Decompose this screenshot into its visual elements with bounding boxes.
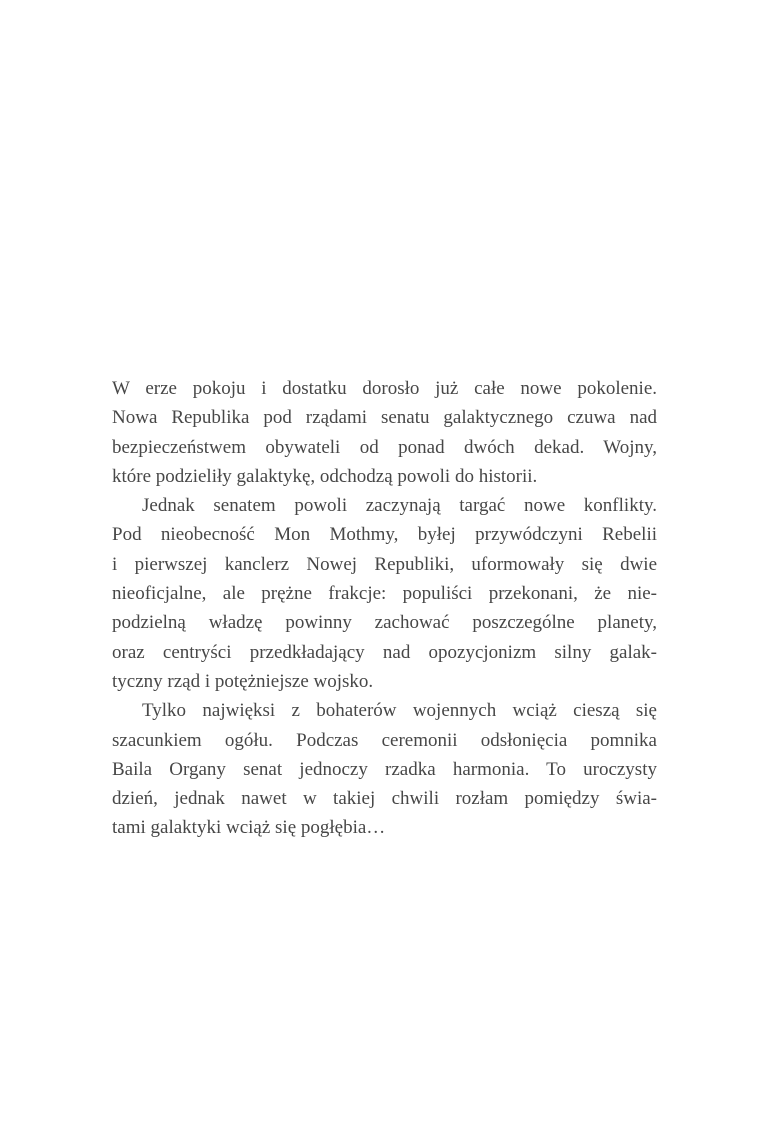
text-line: które podzieliły galaktykę, odchodzą powoli do historii. xyxy=(112,465,538,487)
text-line: Nowa Republika pod rządami senatu galaktycznego czuwa nad xyxy=(112,407,657,429)
text-line: nieoficjalne, ale prężne frakcje: populiści przekonani, że nie- xyxy=(112,583,657,605)
text-line: i pierwszej kanclerz Nowej Republiki, uformowały się dwie xyxy=(112,553,657,575)
text-line: W erze pokoju i dostatku dorosło już całe nowe pokolenie. xyxy=(112,378,657,399)
text-line: Jednak senatem powoli zaczynają targać nowe konflikty. xyxy=(142,495,657,517)
text-line: Pod nieobecność Mon Mothmy, byłej przywódczyni Rebelii xyxy=(112,524,657,546)
text-line: dzień, jednak nawet w takiej chwili rozłam pomiędzy świa- xyxy=(112,788,657,810)
text-line: tami galaktyki wciąż się pogłębia… xyxy=(112,817,386,839)
text-line: bezpieczeństwem obywateli od ponad dwóch dekad. Wojny, xyxy=(112,436,657,458)
text-line: Baila Organy senat jednoczy rzadka harmonia. To uroczysty xyxy=(112,758,657,780)
text-line: tyczny rząd i potężniejsze wojsko. xyxy=(112,670,374,692)
text-line: szacunkiem ogółu. Podczas ceremonii odsłonięcia pomnika xyxy=(112,729,657,751)
paragraph xyxy=(112,491,657,696)
text-line: podzielną władzę powinny zachować poszczególne planety, xyxy=(112,612,657,634)
body-text xyxy=(112,374,657,843)
paragraph xyxy=(112,374,657,491)
text-line: Tylko najwięksi z bohaterów wojennych wciąż cieszą się xyxy=(142,700,657,722)
text-line: oraz centryści przedkładający nad opozycjonizm silny galak- xyxy=(112,641,657,663)
paragraph xyxy=(112,696,657,842)
